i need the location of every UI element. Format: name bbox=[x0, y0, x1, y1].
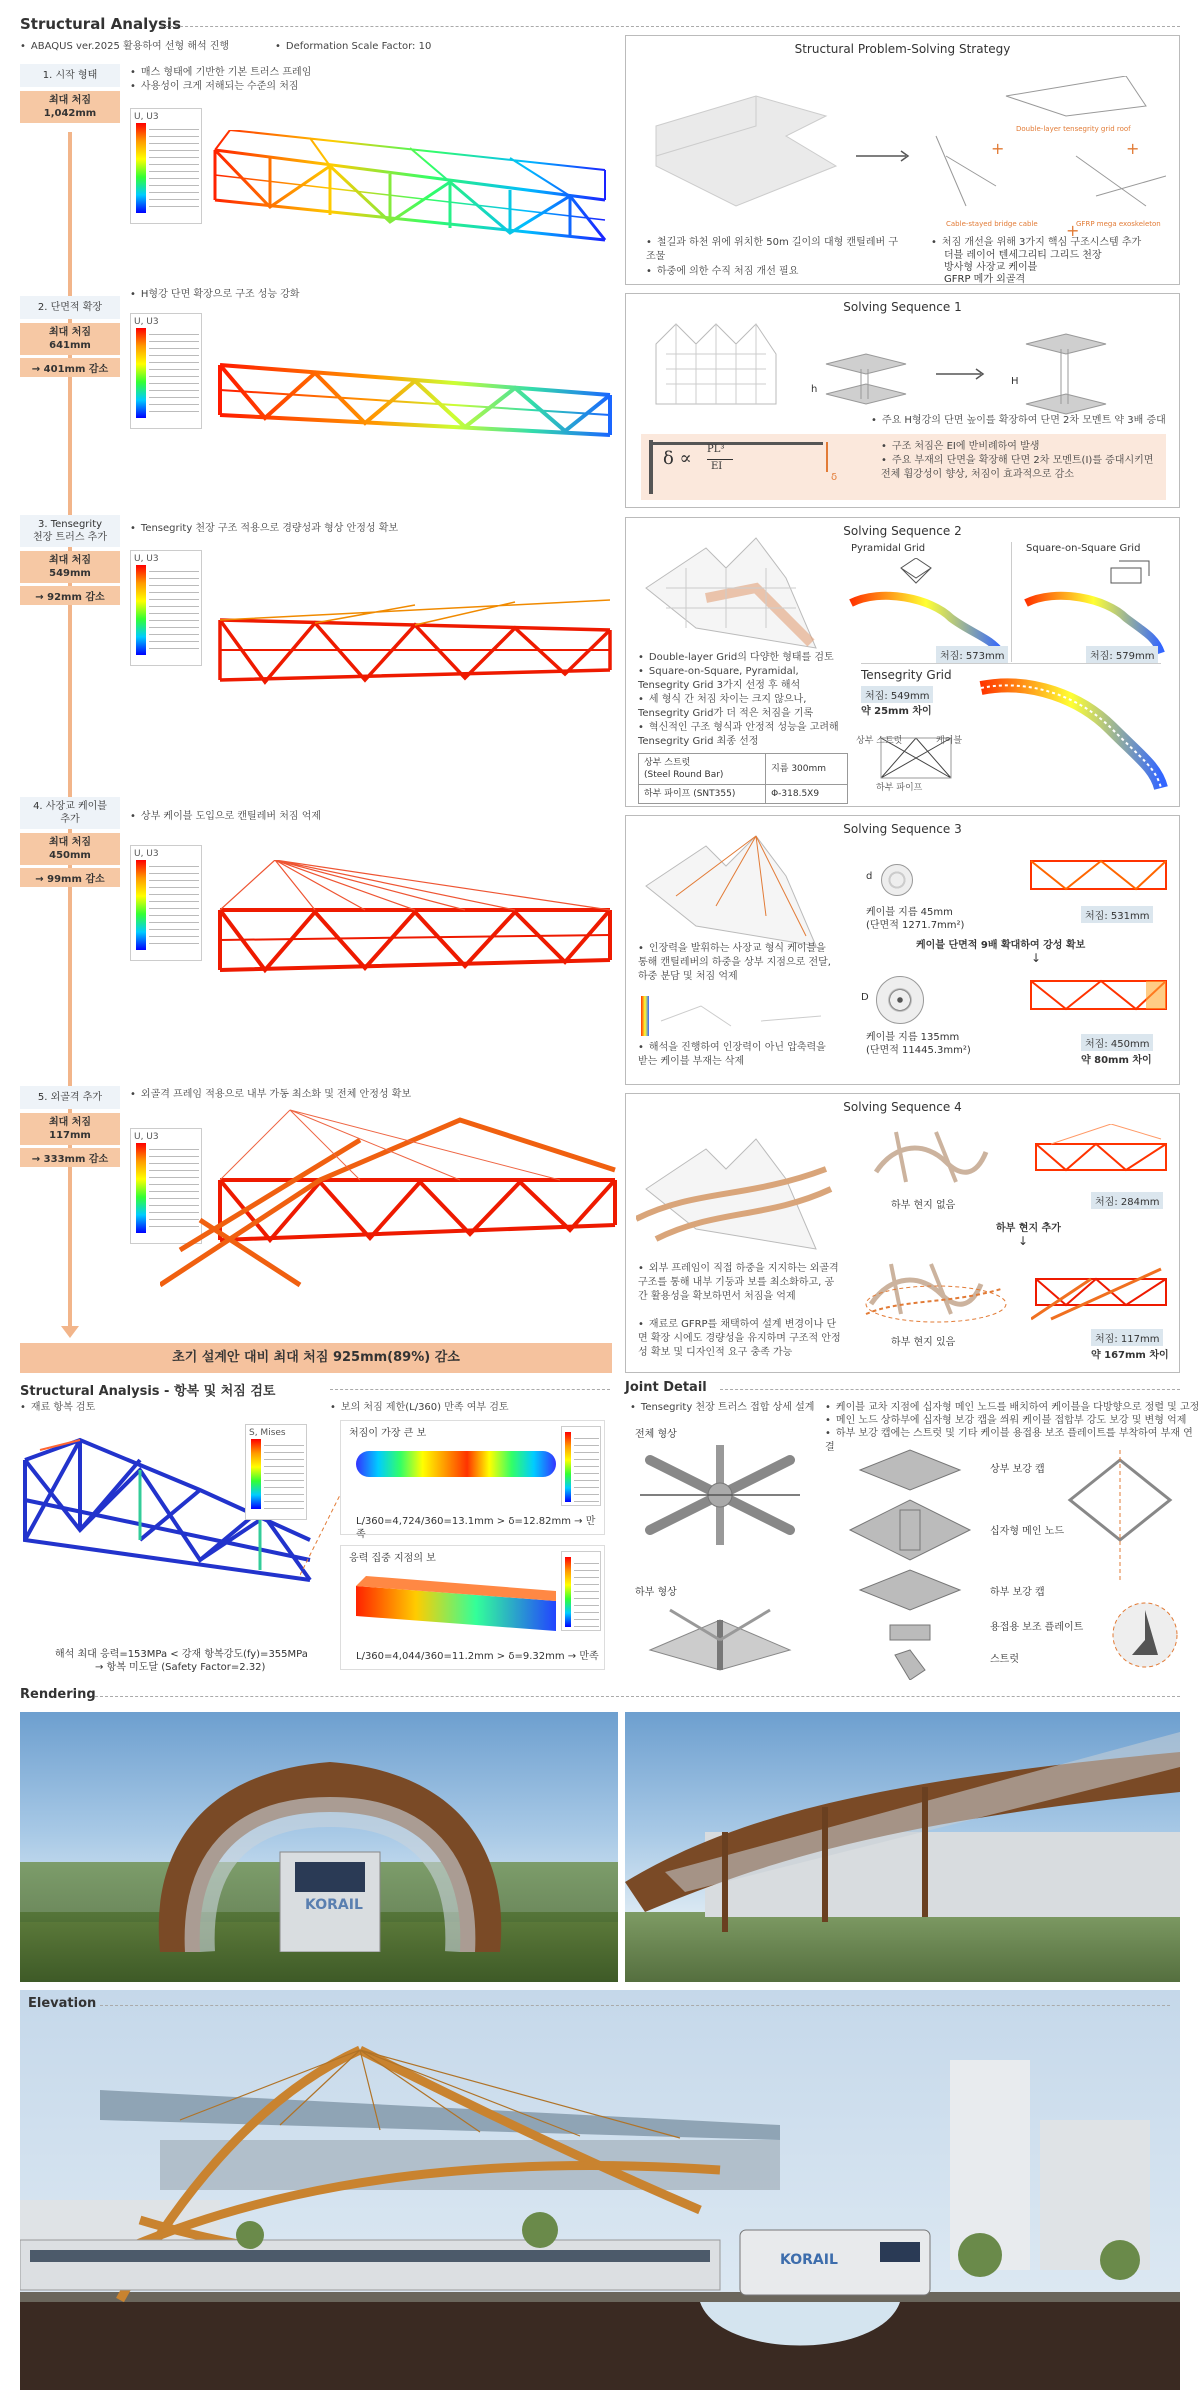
contour-legend: U, U3 bbox=[130, 313, 202, 429]
joint-upper-shape-label: 전체 형상 bbox=[635, 1429, 677, 1440]
seq3-cable-diagram bbox=[641, 996, 831, 1036]
joint-lower-shape-label: 하부 형상 bbox=[635, 1587, 677, 1598]
joint-lower-shape bbox=[640, 1600, 800, 1675]
strategy-title: Structural Problem-Solving Strategy bbox=[794, 42, 1011, 56]
seq3-massing bbox=[636, 826, 836, 951]
seq2-spec-table bbox=[638, 753, 848, 804]
sequence-2-panel bbox=[625, 517, 1180, 807]
elevation-drawing bbox=[20, 2030, 1180, 2390]
tens-label-strut: 상부 스트럿 bbox=[856, 736, 903, 746]
seq4-with-diagram bbox=[861, 1254, 1011, 1329]
tensegrity-result bbox=[971, 668, 1171, 798]
part-strut: 스트럿 bbox=[990, 1654, 1019, 1665]
spec-cell: 상부 스트럿 (Steel Round Bar) bbox=[639, 754, 766, 785]
seq4-result-a bbox=[1031, 1124, 1171, 1189]
seq3-defl-b: 처짐: 450mm bbox=[1081, 1034, 1153, 1051]
badge-value: 641mm bbox=[49, 340, 91, 351]
cable-section-large-icon bbox=[876, 976, 924, 1024]
seq3-mid-text: 케이블 단면적 9배 확대하여 강성 확보 bbox=[916, 940, 1086, 951]
cable-section-small-icon bbox=[881, 864, 913, 896]
badge-value: 1,042mm bbox=[43, 108, 97, 119]
step-2-bullet-1: • H형강 단면 확장으로 구조 성능 강화 bbox=[130, 288, 300, 302]
grid-b-label: Square-on-Square Grid bbox=[1026, 543, 1141, 554]
step-1-bullet-2: • 사용성이 크게 저해되는 수준의 처짐 bbox=[130, 80, 299, 94]
step-4-bullet-1: • 상부 케이블 도입으로 캔틸레버 처짐 억제 bbox=[130, 810, 321, 824]
step-label: 3. Tensegrity 천장 트러스 추가 bbox=[20, 515, 120, 547]
down-arrow-icon: ↓ bbox=[1018, 1234, 1029, 1248]
tens-title: Tensegrity Grid bbox=[861, 668, 952, 682]
joint-bullet-3: • 하부 보강 캡에는 스트럿 및 기타 케이블 용접용 보조 플레이트를 부착하여 부재 연결 bbox=[825, 1427, 1200, 1455]
seq4-massing bbox=[636, 1109, 836, 1259]
contour-legend: U, U3 bbox=[130, 845, 202, 961]
cable-a-spec: 케이블 지름 45mm (단면적 1271.7mm²) bbox=[866, 907, 965, 931]
seq4-none-diagram bbox=[866, 1122, 996, 1192]
step-3 bbox=[20, 515, 120, 605]
stress-result-1: 해석 최대 응력=153MPa < 강재 항복강도(fy)=355MPa bbox=[55, 1649, 308, 1660]
truss-model-step-5 bbox=[160, 1100, 620, 1290]
timeline-arrow-head-icon bbox=[61, 1326, 79, 1338]
spec-cell: 하부 파이프 (SNT355) bbox=[639, 785, 766, 804]
step-5-bullet-1: • 외골격 프레임 적용으로 내부 가동 최소화 및 전체 안정성 확보 bbox=[130, 1088, 411, 1102]
formula-num: PL³ bbox=[707, 444, 725, 455]
seq2-title: Solving Sequence 2 bbox=[843, 524, 962, 538]
step-3-bullet-1: • Tensegrity 천장 구조 적용으로 경량성과 형상 안정성 확보 bbox=[130, 522, 398, 536]
beam-1-check: L/360=4,724/360=13.1mm > δ=12.82mm → 만족 bbox=[356, 1516, 596, 1540]
strategy-panel bbox=[625, 35, 1180, 285]
beam-2-contour bbox=[356, 1571, 556, 1641]
beam-2-check: L/360=4,044/360=11.2mm > δ=9.32mm → 만족 bbox=[356, 1651, 599, 1662]
seq4-bullet-2: • 재료로 GFRP를 채택하여 설계 변경이나 단면 확장 시에도 경량성을 유지하며 구조적 안정성 확보 및 디자인적 요구 충족 가능 bbox=[638, 1318, 843, 1360]
joint-exploded-view bbox=[830, 1440, 990, 1680]
beam-2-title: 응력 집중 지점의 보 bbox=[349, 1553, 436, 1564]
sequence-1-panel bbox=[625, 293, 1180, 508]
step-label: 1. 시작 형태 bbox=[20, 64, 120, 87]
strategy-sub-3: GFRP 메가 외골격 bbox=[944, 274, 1026, 285]
strategy-sub-2: 방사형 사장교 케이블 bbox=[944, 262, 1038, 273]
d-large-label: D bbox=[861, 992, 869, 1003]
seq3-defl-a: 처짐: 531mm bbox=[1081, 906, 1153, 923]
seq2-bullet-3: • 세 형식 간 처짐 차이는 크지 않으나, Tensegrity Grid가 더 적은 처짐을 기록 bbox=[638, 693, 848, 721]
sequence-3-panel bbox=[625, 815, 1180, 1085]
strategy-bullet-1: • 철길과 하천 위에 위치한 50m 길이의 대형 캔틸레버 구조물 bbox=[646, 236, 906, 264]
step-1 bbox=[20, 64, 120, 123]
grid-a-label: Pyramidal Grid bbox=[851, 543, 926, 554]
tens-label-pipe: 하부 파이프 bbox=[876, 783, 923, 793]
beam-legend bbox=[561, 1426, 601, 1506]
yield-title: Structural Analysis - 항복 및 처짐 검토 bbox=[20, 1384, 276, 1399]
joint-bullet-1: • 케이블 교차 지점에 십자형 메인 노드를 배치하여 케이블을 다방향으로 정렬 및 고정 bbox=[825, 1401, 1199, 1415]
seq1-bullet-2: • 구조 처짐은 EI에 반비례하여 발생 bbox=[881, 440, 1039, 454]
tens-label-cable: 케이블 bbox=[936, 736, 963, 746]
stress-legend: S, Mises bbox=[245, 1424, 307, 1520]
beam-legend bbox=[561, 1551, 601, 1631]
beam-1-box bbox=[340, 1420, 605, 1540]
spec-cell: Φ-318.5X9 bbox=[766, 785, 848, 804]
seq2-bullet-2: • Square-on-Square, Pyramidal, Tensegrity Grid 3가지 선정 후 해석 bbox=[638, 665, 848, 693]
note-abaqus: • ABAQUS ver.2025 활용하여 선형 해석 진행 bbox=[20, 40, 229, 54]
truss-model-step-2 bbox=[215, 355, 615, 465]
seq4-result-b bbox=[1031, 1259, 1171, 1324]
badge-value: 117mm bbox=[49, 1130, 91, 1141]
tens-defl: 처짐: 549mm bbox=[861, 686, 933, 703]
h-large-label: H bbox=[1011, 376, 1019, 387]
seq4-defl-b: 처짐: 117mm bbox=[1091, 1329, 1163, 1346]
seq4-bullet-1: • 외부 프레임이 직접 하중을 지지하는 외골격 구조를 통해 내부 기둥과 보를 최소화하고, 공간 활용성을 확보하면서 처짐을 억제 bbox=[638, 1262, 843, 1304]
joint-left-bullet: • Tensegrity 천장 트러스 접합 상세 설계 bbox=[630, 1401, 814, 1415]
seq4-defl-a: 처짐: 284mm bbox=[1091, 1192, 1163, 1209]
part-upper-cap: 상부 보강 캡 bbox=[990, 1464, 1045, 1475]
svg-text:+: + bbox=[1066, 221, 1080, 236]
step-2 bbox=[20, 296, 120, 377]
h-small-label: h bbox=[811, 384, 818, 395]
divider bbox=[100, 2005, 1170, 2006]
seq3-title: Solving Sequence 3 bbox=[843, 822, 962, 836]
cable-b-spec: 케이블 지름 135mm (단면적 11445.3mm²) bbox=[866, 1032, 971, 1056]
beam-check-bullet: • 보의 처짐 제한(L/360) 만족 여부 검토 bbox=[330, 1401, 509, 1415]
contour-legend: U, U3 bbox=[130, 1128, 202, 1244]
seq1-formula-box bbox=[641, 434, 1166, 500]
seq4-with-label: 하부 현지 있음 bbox=[891, 1337, 956, 1348]
seq1-bullet-3: • 주요 부재의 단면을 확장해 단면 2차 모멘트(I)를 증대시키면 전체 휨강성이 향상, 처짐이 효과적으로 감소 bbox=[881, 454, 1161, 482]
joint-full-shape bbox=[630, 1440, 810, 1550]
badge-title: 최대 처짐 bbox=[48, 327, 92, 338]
badge-title: 최대 처짐 bbox=[48, 555, 92, 566]
seq4-title: Solving Sequence 4 bbox=[843, 1100, 962, 1114]
beam-1-contour bbox=[356, 1451, 556, 1477]
reduction-badge: → 333mm 감소 bbox=[20, 1148, 120, 1167]
seq4-mid-text: 하부 현지 추가 bbox=[996, 1223, 1061, 1234]
reduction-badge: → 92mm 감소 bbox=[20, 586, 120, 605]
down-arrow-icon: ↓ bbox=[1031, 951, 1042, 965]
badge-title: 최대 처짐 bbox=[48, 1117, 92, 1128]
sequence-4-panel bbox=[625, 1093, 1180, 1373]
strategy-diagram bbox=[646, 76, 1166, 236]
d-small-label: d bbox=[866, 871, 873, 882]
seq2-defl-b: 처짐: 579mm bbox=[1086, 646, 1158, 663]
contour-legend: U, U3 bbox=[130, 550, 202, 666]
seq3-diff: 약 80mm 차이 bbox=[1081, 1055, 1152, 1066]
step-label: 5. 외골격 추가 bbox=[20, 1086, 120, 1109]
divider bbox=[720, 1389, 1180, 1390]
badge-title: 최대 처짐 bbox=[48, 837, 92, 848]
reduction-badge: → 401mm 감소 bbox=[20, 358, 120, 377]
step-label: 2. 단면적 확장 bbox=[20, 296, 120, 319]
joint-bullet-2: • 메인 노드 상하부에 십자형 보강 캡을 씌워 케이블 접합부 강도 보강 및 변형 억제 bbox=[825, 1414, 1186, 1428]
label-cable: Cable-stayed bridge cable bbox=[946, 220, 1038, 228]
svg-text:+: + bbox=[1126, 139, 1140, 158]
tens-diff: 약 25mm 차이 bbox=[861, 706, 932, 717]
part-main-node: 십자형 메인 노드 bbox=[990, 1526, 1064, 1537]
seq1-diagram bbox=[636, 314, 1176, 424]
step-4 bbox=[20, 797, 120, 887]
seq1-bullet: • 주요 H형강의 단면 높이를 확장하여 단면 2차 모멘트 약 3배 증대 bbox=[871, 414, 1166, 428]
reduction-badge: → 99mm 감소 bbox=[20, 868, 120, 887]
badge-title: 최대 처짐 bbox=[48, 95, 92, 106]
dashed-connector bbox=[300, 1490, 345, 1580]
seq3-result-b bbox=[1026, 976, 1171, 1031]
truss-model-step-3 bbox=[215, 590, 615, 720]
svg-text:+: + bbox=[991, 139, 1005, 158]
seq2-massing bbox=[636, 528, 836, 658]
seq2-bullet-4: • 혁신적인 구조 형식과 안정적 성능을 고려해 Tensegrity Grid 최종 선정 bbox=[638, 721, 848, 749]
seq2-defl-a: 처짐: 573mm bbox=[936, 646, 1008, 663]
seq4-none-label: 하부 현지 없음 bbox=[891, 1200, 956, 1211]
strategy-bullet-2: • 하중에 의한 수직 처짐 개선 필요 bbox=[646, 265, 798, 279]
material-check-bullet: • 재료 항복 검토 bbox=[20, 1401, 95, 1415]
truss-model-step-1 bbox=[210, 130, 610, 270]
stress-result-2: → 항복 미도달 (Safety Factor=2.32) bbox=[95, 1662, 266, 1673]
seq1-title: Solving Sequence 1 bbox=[843, 300, 962, 314]
spec-cell: 지름 300mm bbox=[766, 754, 848, 785]
divider bbox=[160, 26, 1180, 27]
seq3-bullet-1: • 인장력을 발휘하는 사장교 형식 케이블을 통해 캔틸레버의 하중을 상부 지점으로 전달, 하중 분담 및 처짐 억제 bbox=[638, 942, 838, 984]
formula-den: EI bbox=[711, 461, 723, 472]
seq2-bullet-1: • Double-layer Grid의 다양한 형태를 검토 bbox=[638, 651, 834, 665]
label-exoskeleton: GFRP mega exoskeleton bbox=[1076, 220, 1161, 228]
divider bbox=[330, 1389, 610, 1390]
seq3-result-a bbox=[1026, 856, 1171, 911]
formula-lhs: δ ∝ bbox=[663, 448, 692, 469]
strategy-bullet-3: • 처짐 개선을 위해 3가지 핵심 구조시스템 추가 bbox=[931, 236, 1141, 250]
joint-context-detail bbox=[1060, 1440, 1180, 1670]
label-roof: Double-layer tensegrity grid roof bbox=[1016, 125, 1131, 133]
elevation-train-logo: KORAIL bbox=[780, 2252, 838, 2268]
part-weld-plate: 용접용 보조 플레이트 bbox=[990, 1622, 1084, 1633]
rendering-title: Rendering bbox=[20, 1687, 96, 1702]
final-summary-bar: 초기 설계안 대비 최대 처짐 925mm(89%) 감소 bbox=[20, 1343, 612, 1373]
rendering-front-view bbox=[20, 1712, 618, 1982]
badge-value: 450mm bbox=[49, 850, 91, 861]
seq4-diff: 약 167mm 차이 bbox=[1091, 1350, 1169, 1361]
note-scale-factor: • Deformation Scale Factor: 10 bbox=[275, 40, 431, 54]
part-lower-cap: 하부 보강 캡 bbox=[990, 1587, 1045, 1598]
beam-1-title: 처짐이 가장 큰 보 bbox=[349, 1428, 427, 1439]
divider bbox=[95, 1696, 1180, 1697]
delta-symbol: δ bbox=[831, 472, 838, 483]
step-5 bbox=[20, 1086, 120, 1167]
beam-2-box bbox=[340, 1545, 605, 1670]
rendering-train-logo: KORAIL bbox=[305, 1897, 363, 1913]
joint-title: Joint Detail bbox=[625, 1380, 707, 1395]
step-label: 4. 사장교 케이블 추가 bbox=[20, 797, 120, 829]
rendering-side-view bbox=[625, 1712, 1180, 1982]
structural-analysis-title: Structural Analysis bbox=[20, 15, 182, 33]
step-1-bullet-1: • 매스 형태에 기반한 기본 트러스 프레임 bbox=[130, 66, 311, 80]
elevation-title: Elevation bbox=[28, 1996, 97, 2011]
seq3-bullet-2: • 해석을 진행하여 인장력이 아닌 압축력을 받는 케이블 부재는 삭제 bbox=[638, 1041, 838, 1069]
badge-value: 549mm bbox=[49, 568, 91, 579]
truss-model-step-4 bbox=[215, 860, 615, 1010]
contour-legend: U, U3 bbox=[130, 108, 202, 224]
strategy-sub-1: 더블 레이어 텐세그리티 그리드 천장 bbox=[944, 250, 1102, 261]
